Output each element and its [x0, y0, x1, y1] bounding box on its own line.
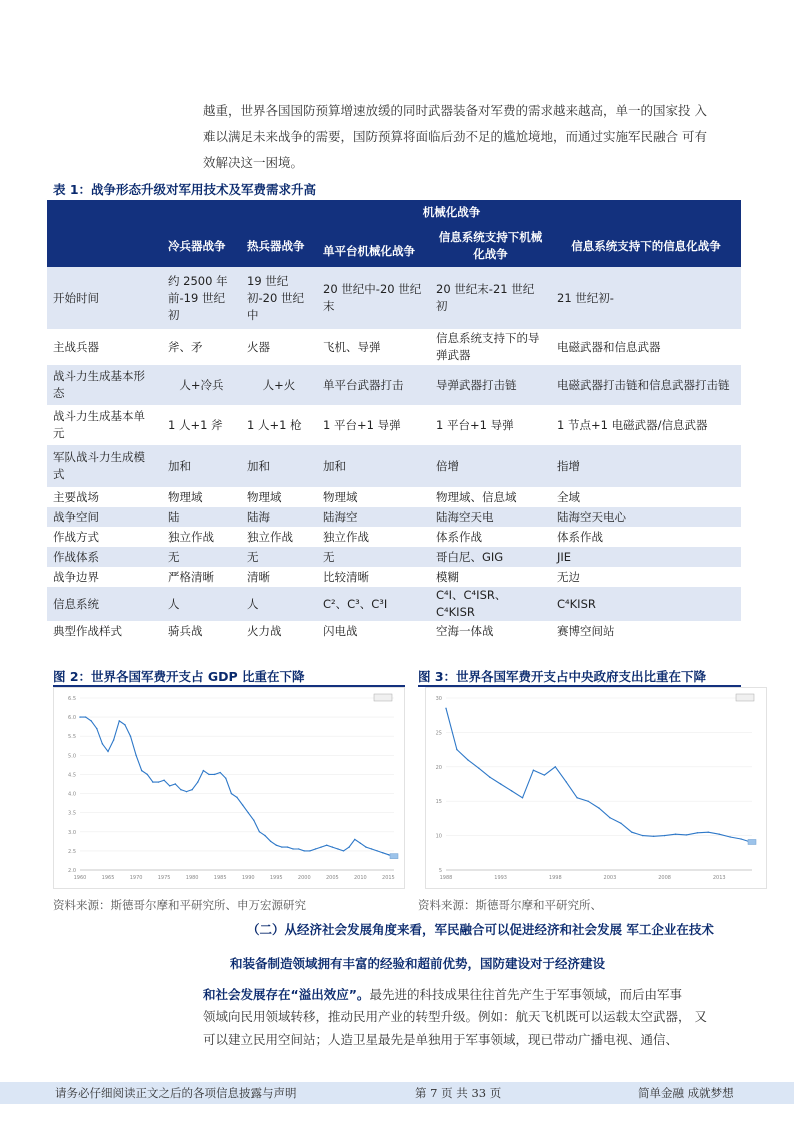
x-tick-label: 2013 — [712, 875, 726, 881]
data-point — [382, 852, 383, 853]
table-cell: 单平台武器打击 — [317, 365, 430, 405]
table-cell: 飞机、导弹 — [317, 329, 430, 365]
column-header: 信息系统支持下的信息化战争 — [551, 225, 741, 267]
intro-line-1: 越重，世界各国国防预算增速放缓的同时武器装备对军费的需求越来越高，单一的国家投 入 — [203, 103, 707, 118]
data-point — [147, 774, 148, 775]
x-tick-label: 2008 — [658, 875, 671, 881]
data-point — [360, 843, 361, 844]
table-cell: 1 平台+1 导弹 — [317, 405, 430, 445]
data-point — [631, 831, 632, 832]
table-cell: 人 — [241, 587, 317, 621]
y-tick-label: 6.5 — [68, 696, 76, 702]
data-point — [609, 817, 610, 818]
figure-3-svg — [426, 688, 766, 888]
data-point — [576, 797, 577, 798]
figure-2-title: 图 2：世界各国军费开支占 GDP 比重在下降 — [53, 669, 305, 684]
intro-line-3: 效解决这一困境。 — [203, 155, 304, 170]
table-title: 表 1：战争形态升级对军用技术及军费需求升高 — [53, 182, 317, 197]
column-header: 单平台机械化战争 — [317, 225, 430, 267]
table-cell: 陆海空 — [317, 507, 430, 527]
table-cell: 人+冷兵 — [162, 365, 241, 405]
y-tick-label: 2.0 — [68, 868, 76, 874]
table-row — [47, 267, 741, 329]
row-label: 军队战斗力生成模式 — [47, 445, 162, 487]
table-row — [47, 507, 741, 527]
data-point — [544, 774, 545, 775]
table-cell: 20 世纪中-20 世纪末 — [317, 267, 430, 329]
end-marker — [390, 854, 398, 859]
table-cell: 物理域 — [241, 487, 317, 507]
y-tick-label: 6.0 — [68, 715, 76, 722]
data-point — [740, 838, 741, 839]
data-point — [219, 772, 220, 773]
table-cell: 电磁武器和信息武器 — [551, 329, 741, 365]
data-point — [253, 820, 254, 821]
row-label: 作战方式 — [47, 527, 162, 547]
table-row — [47, 365, 741, 405]
table-corner — [47, 225, 162, 267]
data-point — [642, 835, 643, 836]
data-point — [598, 807, 599, 808]
table-group-header: 机械化战争 — [162, 200, 741, 225]
data-point — [343, 850, 344, 851]
data-point — [697, 832, 698, 833]
table-cell: 指增 — [551, 445, 741, 487]
table-cell: 模糊 — [430, 567, 551, 587]
data-point — [225, 778, 226, 779]
series-line — [446, 708, 752, 842]
x-tick-label: 2010 — [353, 875, 367, 881]
figure-3-chart — [425, 687, 767, 889]
data-point — [85, 716, 86, 717]
section-heading-line-2: 和装备制造领域拥有丰富的经验和超前优势，国防建设对于经济建设 — [230, 956, 606, 971]
data-point — [620, 823, 621, 824]
data-point — [281, 846, 282, 847]
data-point — [653, 836, 654, 837]
table-cell: 闪电战 — [317, 621, 430, 641]
data-point — [489, 776, 490, 777]
data-point — [135, 755, 136, 756]
section-body-line-4: 领域向民用领域转移，推动民用产业的转型升级。例如：航天飞机既可以运载太空武器， 又 — [203, 1009, 707, 1024]
x-tick-label: 1995 — [269, 875, 283, 881]
table-cell: 加和 — [317, 445, 430, 487]
data-point — [456, 749, 457, 750]
data-point — [467, 759, 468, 760]
table-row — [47, 329, 741, 365]
x-tick-label: 2015 — [382, 875, 395, 881]
data-point — [208, 774, 209, 775]
table-cell: 人 — [162, 587, 241, 621]
data-point — [248, 812, 249, 813]
table-group-spacer — [47, 200, 162, 225]
y-tick-label: 15 — [435, 799, 442, 806]
y-tick-label: 10 — [435, 833, 442, 840]
column-header: 冷兵器战争 — [162, 225, 241, 267]
data-point — [203, 770, 204, 771]
data-point — [113, 739, 114, 740]
data-point — [500, 783, 501, 784]
table-cell: 无 — [241, 547, 317, 567]
table-cell: 陆海空天电心 — [551, 507, 741, 527]
x-tick-label: 1965 — [101, 875, 115, 881]
figure-3-source: 资料来源：斯德哥尔摩和平研究所、 — [418, 898, 602, 912]
intro-line-2: 难以满足未来战争的需要，国防预算将面临后劲不足的尴尬境地，而通过实施军民融合 可有 — [203, 129, 707, 144]
data-point — [107, 751, 108, 752]
table-row — [47, 567, 741, 587]
data-point — [587, 801, 588, 802]
data-point — [276, 844, 277, 845]
data-point — [152, 781, 153, 782]
table-cell: 1 平台+1 导弹 — [430, 405, 551, 445]
footer-page-number: 第 7 页 共 33 页 — [415, 1086, 502, 1100]
table-row — [47, 445, 741, 487]
data-point — [163, 779, 164, 780]
table-cell: 体系作战 — [430, 527, 551, 547]
table-cell: 21 世纪初- — [551, 267, 741, 329]
table-cell: 体系作战 — [551, 527, 741, 547]
data-point — [365, 846, 366, 847]
x-tick-label: 1985 — [213, 875, 227, 881]
table-cell: 火器 — [241, 329, 317, 365]
figure-2-chart — [53, 687, 405, 889]
data-point — [511, 790, 512, 791]
row-label: 战斗力生成基本单元 — [47, 405, 162, 445]
table-row — [47, 487, 741, 507]
data-point — [298, 848, 299, 849]
table-cell: 全域 — [551, 487, 741, 507]
table-cell: 严格清晰 — [162, 567, 241, 587]
table-cell: 物理域 — [317, 487, 430, 507]
data-point — [686, 834, 687, 835]
legend-chip — [736, 694, 754, 701]
table-cell: 陆 — [162, 507, 241, 527]
data-point — [376, 850, 377, 851]
data-point — [522, 797, 523, 798]
table-cell: 独立作战 — [241, 527, 317, 547]
table-cell: 独立作战 — [162, 527, 241, 547]
data-point — [180, 789, 181, 790]
x-tick-label: 1970 — [129, 875, 143, 881]
table-row — [47, 547, 741, 567]
war-form-table — [47, 200, 741, 641]
data-point — [478, 767, 479, 768]
row-label: 作战体系 — [47, 547, 162, 567]
data-point — [304, 850, 305, 851]
data-point — [91, 720, 92, 721]
data-point — [719, 834, 720, 835]
data-point — [214, 774, 215, 775]
y-tick-label: 2.5 — [68, 848, 76, 855]
table-cell: 信息系统支持下的导弹武器 — [430, 329, 551, 365]
y-tick-label: 4.5 — [68, 772, 76, 779]
data-point — [326, 844, 327, 845]
y-tick-label: 30 — [435, 696, 442, 702]
row-label: 战争空间 — [47, 507, 162, 527]
table-cell: 斧、矛 — [162, 329, 241, 365]
y-tick-label: 25 — [435, 730, 442, 737]
data-point — [79, 716, 80, 717]
table-cell: 骑兵战 — [162, 621, 241, 641]
row-label: 战争边界 — [47, 567, 162, 587]
footer-disclaimer: 请务必仔细阅读正文之后的各项信息披露与声明 — [55, 1086, 297, 1100]
table-cell: 空海一体战 — [430, 621, 551, 641]
table-cell: 物理域 — [162, 487, 241, 507]
table-cell: 20 世纪末-21 世纪初 — [430, 267, 551, 329]
figure-2-svg — [54, 688, 404, 888]
data-point — [354, 839, 355, 840]
data-point — [332, 846, 333, 847]
data-point — [119, 720, 120, 721]
data-point — [664, 835, 665, 836]
table-cell: 人+火 — [241, 365, 317, 405]
section-body-line-3 — [203, 985, 682, 1003]
data-point — [555, 766, 556, 767]
data-point — [124, 724, 125, 725]
section-heading-line-1: （二）从经济社会发展角度来看，军民融合可以促进经济和社会发展 军工企业在技术 — [247, 922, 714, 937]
data-point — [292, 848, 293, 849]
data-point — [729, 836, 730, 837]
y-tick-label: 3.0 — [68, 829, 76, 836]
x-tick-label: 1990 — [241, 875, 255, 881]
data-point — [566, 781, 567, 782]
x-tick-label: 1988 — [439, 875, 453, 881]
column-header: 热兵器战争 — [241, 225, 317, 267]
data-point — [337, 848, 338, 849]
y-tick-label: 4.0 — [68, 791, 76, 798]
table-cell: 加和 — [241, 445, 317, 487]
x-tick-label: 1993 — [494, 875, 508, 881]
y-tick-label: 5.0 — [68, 753, 76, 760]
table-cell: 1 人+1 斧 — [162, 405, 241, 445]
data-point — [186, 791, 187, 792]
data-point — [169, 785, 170, 786]
intro-paragraph — [203, 98, 743, 176]
row-label: 开始时间 — [47, 267, 162, 329]
figure-3-title: 图 3：世界各国军费开支占中央政府支出比重在下降 — [418, 669, 707, 684]
data-point — [270, 841, 271, 842]
section-text: 最先进的科技成果往往首先产生于军事领域，而后由军事 — [369, 987, 682, 1002]
table-row — [47, 587, 741, 621]
data-point — [675, 834, 676, 835]
data-point — [264, 835, 265, 836]
y-tick-label: 3.5 — [68, 810, 76, 817]
x-tick-label: 2000 — [297, 875, 311, 881]
table-cell: 19 世纪初-20 世纪中 — [241, 267, 317, 329]
table-cell: 比较清晰 — [317, 567, 430, 587]
data-point — [231, 793, 232, 794]
table-cell: 无边 — [551, 567, 741, 587]
x-tick-label: 1998 — [548, 875, 562, 881]
x-tick-label: 1960 — [73, 875, 87, 881]
series-line — [80, 717, 394, 857]
table-cell: 哥白尼、GIG — [430, 547, 551, 567]
data-point — [102, 743, 103, 744]
data-point — [158, 781, 159, 782]
data-point — [259, 831, 260, 832]
table-cell: 赛博空间站 — [551, 621, 741, 641]
data-point — [197, 781, 198, 782]
table-cell: 无 — [162, 547, 241, 567]
x-tick-label: 2005 — [325, 875, 339, 881]
data-point — [191, 789, 192, 790]
table-cell: 导弹武器打击链 — [430, 365, 551, 405]
table-cell: 加和 — [162, 445, 241, 487]
x-tick-label: 2003 — [603, 875, 617, 881]
table-row — [47, 405, 741, 445]
y-tick-label: 20 — [435, 764, 442, 771]
x-tick-label: 1980 — [185, 875, 199, 881]
y-tick-label: 5.5 — [68, 734, 76, 741]
table-cell: C²、C³、C³I — [317, 587, 430, 621]
data-point — [130, 736, 131, 737]
table-cell: 1 人+1 枪 — [241, 405, 317, 445]
table-cell: 倍增 — [430, 445, 551, 487]
x-tick-label: 1975 — [157, 875, 171, 881]
data-point — [236, 797, 237, 798]
row-label: 主要战场 — [47, 487, 162, 507]
section-body-line-5: 可以建立民用空间站；人造卫星最先是单独用于军事领域，现已带动广播电视、通信、 — [203, 1032, 679, 1047]
data-point — [315, 848, 316, 849]
data-point — [371, 848, 372, 849]
page-footer — [0, 1082, 794, 1104]
table-cell: 独立作战 — [317, 527, 430, 547]
section-heading-line-3: 和社会发展存在“溢出效应”。 — [203, 987, 370, 1002]
data-point — [445, 708, 446, 709]
data-point — [96, 728, 97, 729]
data-point — [708, 831, 709, 832]
y-tick-label: 5 — [438, 868, 442, 874]
table-cell: 陆海 — [241, 507, 317, 527]
data-point — [388, 854, 389, 855]
data-point — [309, 850, 310, 851]
table-row — [47, 527, 741, 547]
table-cell: 物理域、信息域 — [430, 487, 551, 507]
figure-2-source: 资料来源：斯德哥尔摩和平研究所、申万宏源研究 — [53, 898, 306, 912]
footer-slogan: 简单金融 成就梦想 — [638, 1086, 734, 1100]
table-cell: 火力战 — [241, 621, 317, 641]
table-row — [47, 621, 741, 641]
table-cell: C⁴I、C⁴ISR、C⁴KISR — [430, 587, 551, 621]
table-cell: 清晰 — [241, 567, 317, 587]
data-point — [175, 783, 176, 784]
data-point — [533, 770, 534, 771]
data-point — [320, 846, 321, 847]
table-cell: C⁴KISR — [551, 587, 741, 621]
row-label: 典型作战样式 — [47, 621, 162, 641]
table-cell: JIE — [551, 547, 741, 567]
row-label: 信息系统 — [47, 587, 162, 621]
table-cell: 约 2500 年前-19 世纪初 — [162, 267, 241, 329]
row-label: 主战兵器 — [47, 329, 162, 365]
end-marker — [748, 839, 756, 844]
data-point — [287, 846, 288, 847]
table-cell: 1 节点+1 电磁武器/信息武器 — [551, 405, 741, 445]
row-label: 战斗力生成基本形态 — [47, 365, 162, 405]
legend-chip — [374, 694, 392, 701]
table-cell: 电磁武器打击链和信息武器打击链 — [551, 365, 741, 405]
table-cell: 无 — [317, 547, 430, 567]
table-cell: 陆海空天电 — [430, 507, 551, 527]
data-point — [242, 804, 243, 805]
data-point — [141, 770, 142, 771]
column-header: 信息系统支持下机械化战争 — [430, 225, 551, 267]
data-point — [348, 846, 349, 847]
